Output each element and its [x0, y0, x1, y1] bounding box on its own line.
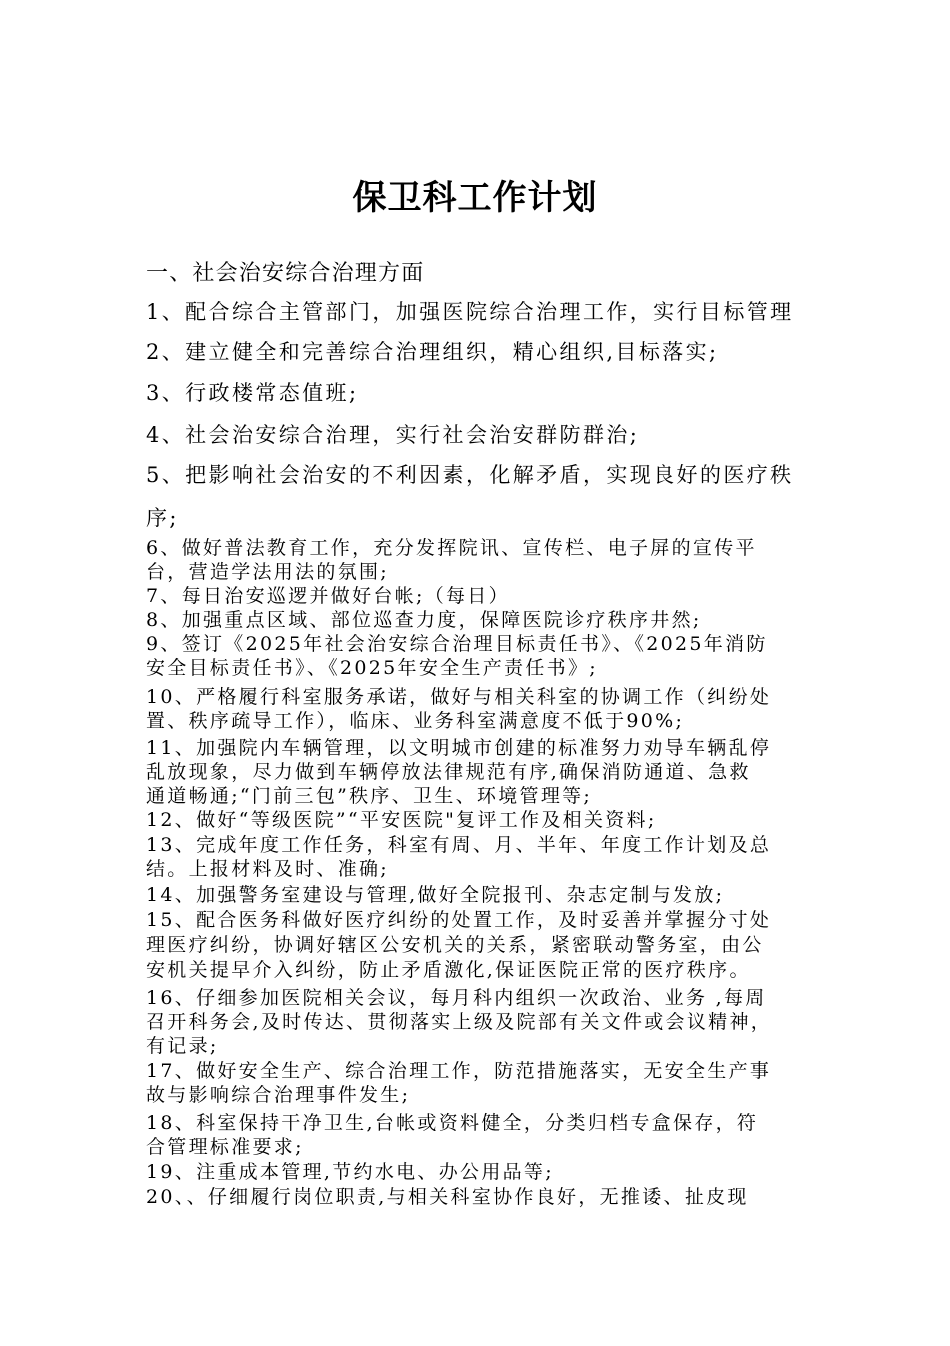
- list-item: 12、做好“等级医院”“平安医院"复评工作及相关资料;: [146, 809, 657, 831]
- list-item: 理医疗纠纷，协调好辖区公安机关的关系，紧密联动警务室，由公: [146, 934, 764, 956]
- document-title: 保卫科工作计划: [352, 178, 598, 218]
- list-item: 18、科室保持干净卫生,台帐或资料健全，分类归档专盒保存，符: [146, 1112, 759, 1134]
- list-item: 故与影响综合治理事件发生;: [146, 1084, 411, 1106]
- list-item: 15、配合医务科做好医疗纠纷的处置工作，及时妥善并掌握分寸处: [146, 909, 772, 931]
- list-item: 13、完成年度工作任务，科室有周、月、半年、年度工作计划及总: [146, 834, 772, 856]
- list-item: 置、秩序疏导工作），临床、业务科室满意度不低于90%;: [146, 710, 685, 732]
- list-item: 6、做好普法教育工作，充分发挥院讯、宣传栏、电子屏的宣传平: [146, 537, 757, 559]
- list-item: 结。上报材料及时、准确;: [146, 858, 390, 880]
- list-item: 14、加强警务室建设与管理,做好全院报刊、杂志定制与发放;: [146, 884, 725, 906]
- list-item: 有记录;: [146, 1035, 219, 1057]
- list-item: 17、做好安全生产、综合治理工作，防范措施落实，无安全生产事: [146, 1060, 772, 1082]
- list-item: 召开科务会,及时传达、贯彻落实上级及院部有关文件或会议精神，: [146, 1011, 773, 1033]
- list-item: 5、把影响社会治安的不利因素，化解矛盾，实现良好的医疗秩: [146, 463, 794, 487]
- list-item: 7、每日治安巡逻并做好台帐;（每日）: [146, 585, 510, 607]
- list-item: 台，营造学法用法的氛围;: [146, 561, 390, 583]
- list-item: 20、、仔细履行岗位职责,与相关科室协作良好，无推诿、扯皮现: [146, 1186, 749, 1208]
- list-item: 安全目标责任书》、《2025年安全生产责任书》;: [146, 657, 598, 679]
- list-item: 8、加强重点区域、部位巡查力度，保障医院诊疗秩序井然;: [146, 609, 702, 631]
- list-item: 1、配合综合主管部门，加强医院综合治理工作，实行目标管理: [146, 300, 794, 324]
- list-item: 序;: [146, 506, 179, 530]
- list-item: 通道畅通;“门前三包”秩序、卫生、环境管理等;: [146, 785, 593, 807]
- list-item: 19、注重成本管理,节约水电、办公用品等;: [146, 1161, 554, 1183]
- list-item: 9、签订《2025年社会治安综合治理目标责任书》、《2025年消防: [146, 633, 768, 655]
- list-item: 10、严格履行科室服务承诺，做好与相关科室的协调工作（纠纷处: [146, 686, 772, 708]
- list-item: 3、行政楼常态值班;: [146, 381, 359, 405]
- section-heading: 一、社会治安综合治理方面: [146, 261, 425, 286]
- list-item: 安机关提早介入纠纷，防止矛盾激化,保证医院正常的医疗秩序。: [146, 959, 751, 981]
- list-item: 11、加强院内车辆管理，以文明城市创建的标准努力劝导车辆乱停: [146, 737, 772, 759]
- list-item: 合管理标准要求;: [146, 1136, 304, 1158]
- list-item: 16、仔细参加医院相关会议，每月科内组织一次政治、业务 ,每周: [146, 987, 767, 1009]
- list-item: 2、建立健全和完善综合治理组织，精心组织,目标落实;: [146, 340, 719, 364]
- list-item: 4、社会治安综合治理，实行社会治安群防群治;: [146, 423, 640, 447]
- list-item: 乱放现象，尽力做到车辆停放法律规范有序,确保消防通道、急救: [146, 761, 751, 783]
